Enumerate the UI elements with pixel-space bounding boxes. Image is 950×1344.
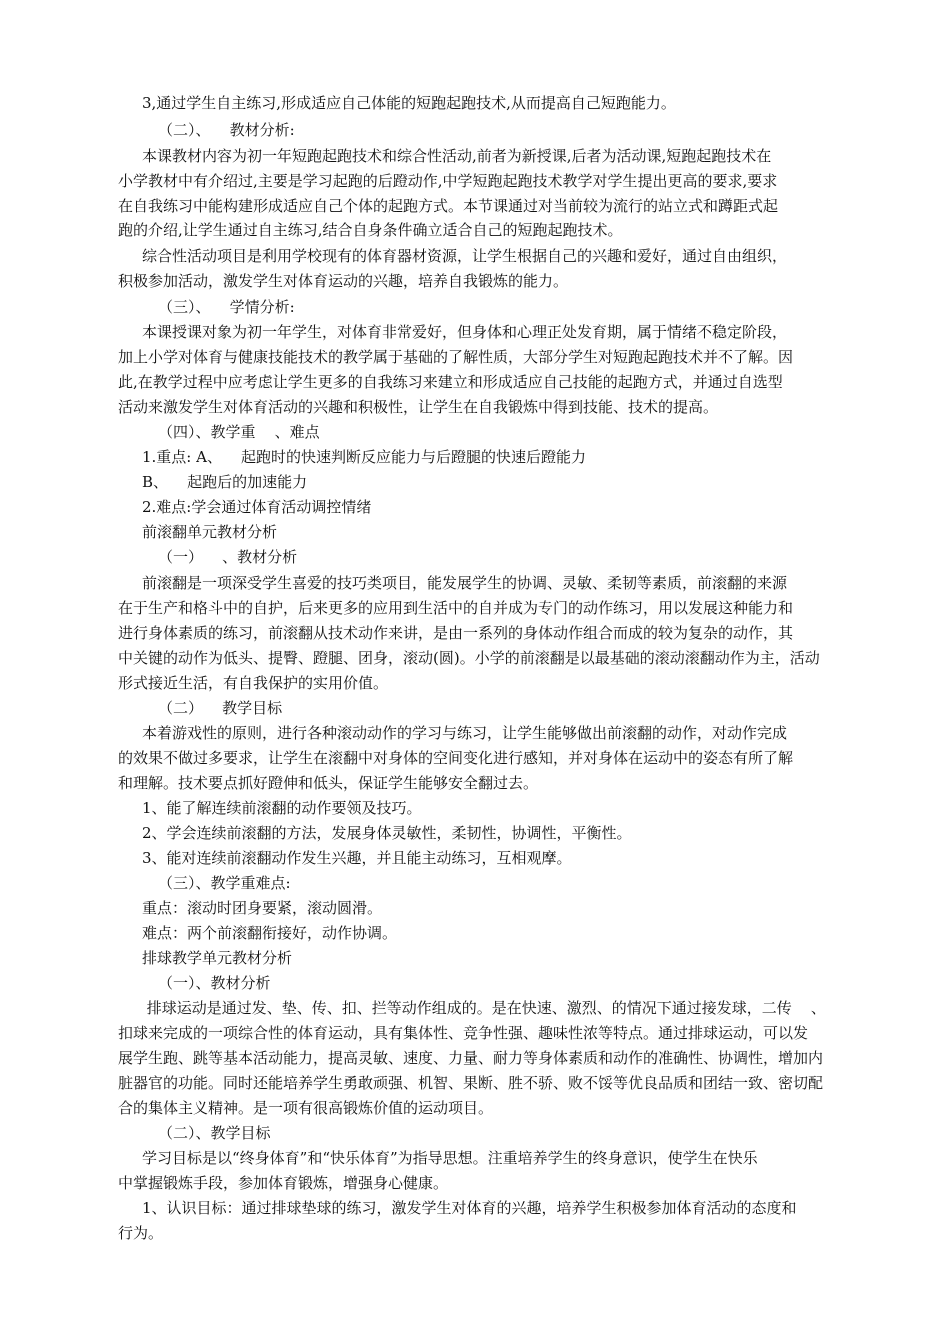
paragraph-line: 中关键的动作为低头、提臀、蹬腿、团身，滚动(圆)。小学的前滚翻是以最基础的滚动滚翻动作为主，活动	[118, 649, 820, 667]
paragraph-line: 跑的介绍,让学生通过自主练习,结合自身条件确立适合自己的短跑起跑技术。	[118, 221, 623, 239]
paragraph-line: 在于生产和格斗中的自护，后来更多的应用到生活中的自并成为专门的动作练习，用以发展这种能力和	[118, 599, 794, 617]
paragraph-line: 的效果不做过多要求，让学生在滚翻中对身体的空间变化进行感知，并对身体在运动中的姿态有所了解	[118, 749, 794, 767]
paragraph-line: 扣球来完成的一项综合性的体育运动，具有集体性、竞争性强、趣味性浓等特点。通过排球运动，可以发	[118, 1024, 809, 1042]
paragraph-line: 行为。	[118, 1224, 164, 1242]
section-heading: （三）、教学重难点:	[158, 874, 291, 892]
paragraph-line: 展学生跑、跳等基本活动能力，提高灵敏、速度、力量、耐力等身体素质和动作的准确性、协调性，增加内	[118, 1049, 824, 1067]
paragraph-line: 排球运动是通过发、垫、传、扣、拦等动作组成的。是在快速、激烈、的情况下通过接发球，二传 、	[142, 999, 826, 1017]
list-item: 2、学会连续前滚翻的方法，发展身体灵敏性，柔韧性，协调性，平衡性。	[142, 824, 632, 842]
paragraph-line: 在自我练习中能构建形成适应自己个体的起跑方式。本节课通过对当前较为流行的站立式和蹲距式起	[118, 197, 779, 215]
section-heading: （三）、 学情分析:	[158, 298, 295, 316]
paragraph-line: 此,在教学过程中应考虑让学生更多的自我练习来建立和形成适应自己技能的起跑方式，并通过自选型	[118, 373, 783, 391]
text-line: 3,通过学生自主练习,形成适应自己体能的短跑起跑技术,从而提高自己短跑能力。	[142, 94, 676, 112]
paragraph-line: 中掌握锻炼手段，参加体育锻炼，增强身心健康。	[118, 1174, 449, 1192]
section-heading: （一）、教材分析	[158, 974, 271, 992]
list-item: 1.重点: A、 起跑时的快速判断反应能力与后蹬腿的快速后蹬能力	[142, 448, 587, 466]
unit-title: 排球教学单元教材分析	[142, 949, 293, 967]
paragraph-line: 学习目标是以“终身体育”和“快乐体育”为指导思想。注重培养学生的终身意识，使学生在快乐	[142, 1149, 758, 1167]
paragraph-line: 积极参加活动，激发学生对体育运动的兴趣，培养自我锻炼的能力。	[118, 272, 569, 290]
section-heading: （一） 、教材分析	[158, 548, 298, 566]
list-item: 1、能了解连续前滚翻的动作要领及技巧。	[142, 799, 422, 817]
list-item: 3、能对连续前滚翻动作发生兴趣，并且能主动练习，互相观摩。	[142, 849, 572, 867]
section-heading: （四）、教学重 、难点	[158, 423, 320, 441]
paragraph-line: 合的集体主义精神。是一项有很高锻炼价值的运动项目。	[118, 1099, 494, 1117]
paragraph-line: 和理解。技术要点抓好蹬伸和低头，保证学生能够安全翻过去。	[118, 774, 539, 792]
list-item: 2.难点:学会通过体育活动调控情绪	[142, 498, 372, 516]
unit-title: 前滚翻单元教材分析	[142, 523, 278, 541]
paragraph-line: 小学教材中有介绍过,主要是学习起跑的后蹬动作,中学短跑起跑技术教学对学生提出更高的要求,要求	[118, 172, 778, 190]
section-heading: （二） 教学目标	[158, 699, 283, 717]
paragraph-line: 本课授课对象为初一年学生，对体育非常爱好，但身体和心理正处发育期，属于情绪不稳定阶段，	[142, 323, 788, 341]
paragraph-line: 加上小学对体育与健康技能技术的教学属于基础的了解性质，大部分学生对短跑起跑技术并不了解。因	[118, 348, 794, 366]
section-heading: （二）、 教材分析:	[158, 121, 295, 139]
paragraph-line: 活动来激发学生对体育活动的兴趣和积极性，让学生在自我锻炼中得到技能、技术的提高。	[118, 398, 719, 416]
paragraph-line: 进行身体素质的练习，前滚翻从技术动作来讲，是由一系列的身体动作组合而成的较为复杂的动作，其	[118, 624, 794, 642]
paragraph-line: 综合性活动项目是利用学校现有的体育器材资源，让学生根据自己的兴趣和爱好，通过自由组织，	[142, 247, 788, 265]
paragraph-line: 本课教材内容为初一年短跑起跑技术和综合性活动,前者为新授课,后者为活动课,短跑起跑技术在	[142, 147, 772, 165]
paragraph-line: 本着游戏性的原则，进行各种滚动动作的学习与练习，让学生能够做出前滚翻的动作，对动作完成	[142, 724, 788, 742]
section-heading: （二）、教学目标	[158, 1124, 271, 1142]
paragraph-line: 形式接近生活，有自我保护的实用价值。	[118, 674, 389, 692]
paragraph-line: 前滚翻是一项深受学生喜爱的技巧类项目，能发展学生的协调、灵敏、柔韧等素质，前滚翻的来源	[142, 574, 788, 592]
list-item: 重点：滚动时团身要紧，滚动圆滑。	[142, 899, 383, 917]
list-item: 难点：两个前滚翻衔接好，动作协调。	[142, 924, 398, 942]
list-item: 1、认识目标：通过排球垫球的练习，激发学生对体育的兴趣，培养学生积极参加体育活动的态度和	[142, 1199, 797, 1217]
list-item: B、 起跑后的加速能力	[142, 473, 308, 491]
paragraph-line: 脏器官的功能。同时还能培养学生勇敢顽强、机智、果断、胜不骄、败不馁等优良品质和团结一致、密切配	[118, 1074, 824, 1092]
